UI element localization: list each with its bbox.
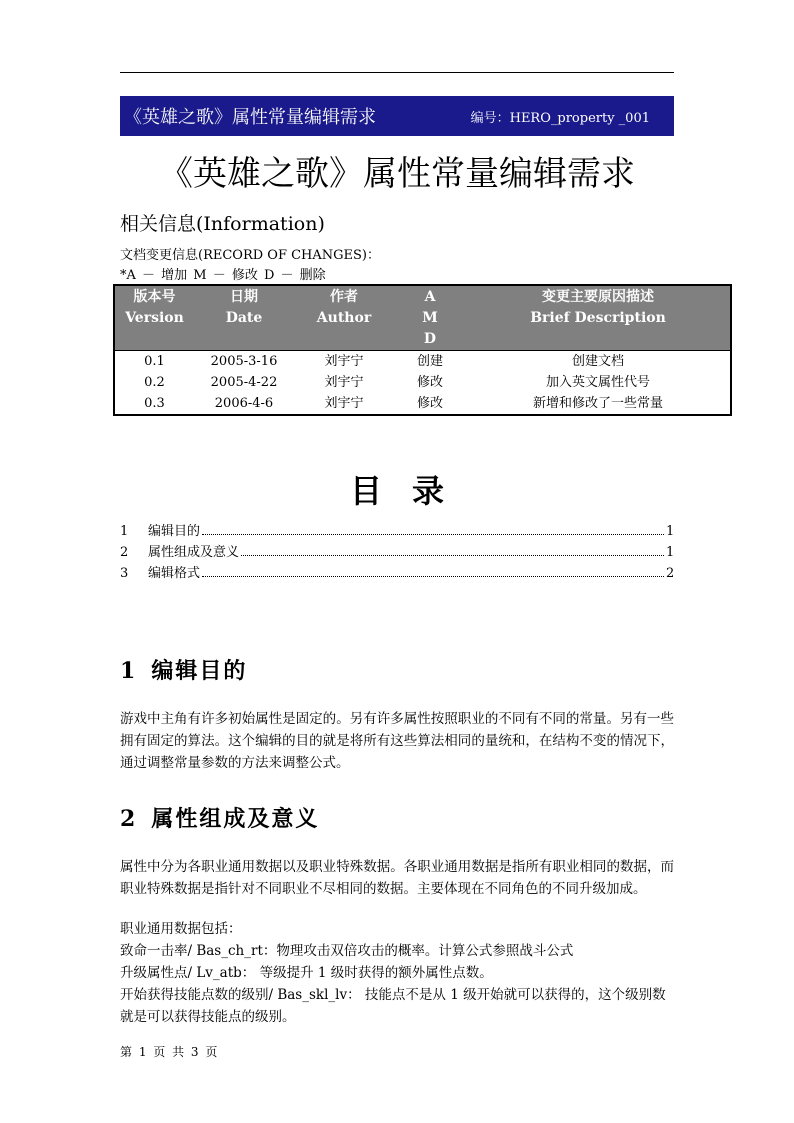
common-data-label: 职业通用数据包括： — [120, 921, 242, 937]
cell-description: 创建文档 — [571, 354, 624, 369]
cell-date: 2006-4-6 — [214, 396, 274, 411]
cell-version: 0.1 — [144, 354, 165, 369]
cell-description: 新增和修改了一些常量 — [532, 396, 663, 411]
header-rule — [120, 72, 674, 73]
common-data-line: 开始获得技能点数的级别/ Bas_skl_lv： 技能点不是从 1 级开始就可以获得的，这个级别数 — [120, 987, 666, 1003]
section-1-heading — [120, 654, 247, 685]
toc-entry-attributes[interactable] — [120, 541, 674, 562]
section-title: 属性组成及意义 — [151, 806, 320, 832]
cell-amd: 修改 — [416, 396, 443, 411]
cell-author: 刘宇宁 — [324, 354, 364, 369]
toc-title: 目录 — [349, 472, 474, 510]
header-description: 变更主要原因描述 Brief Description — [466, 285, 731, 351]
table-row — [114, 393, 731, 415]
header-date: 日期 Date — [194, 285, 294, 351]
toc-page: 1 — [666, 524, 675, 539]
table-row — [114, 372, 731, 393]
toc-leader — [202, 534, 664, 535]
section-number: 2 — [120, 806, 138, 832]
section-1-body: 游戏中主角有许多初始属性是固定的。另有许多属性按照职业的不同有不同的常量。另有一些拥有固定的算法。这个编辑的目的就是将所有这些算法相同的量统和，在结构不变的情况下，通过调整常量参数的方法来调整公式。 — [120, 711, 674, 771]
toc-label: 属性组成及意义 — [148, 545, 240, 560]
cell-amd: 创建 — [416, 354, 443, 369]
cell-description: 加入英文属性代号 — [545, 375, 650, 390]
toc-entry-edit-purpose[interactable] — [120, 520, 674, 541]
header-banner — [120, 96, 674, 136]
table-of-contents — [120, 520, 674, 583]
toc-entry-edit-format[interactable] — [120, 562, 674, 583]
page-footer: 第 1 页 共 3 页 — [120, 1045, 218, 1059]
cell-version: 0.3 — [144, 396, 165, 411]
table-header-row — [114, 285, 731, 351]
table-row — [114, 351, 731, 373]
header-amd: A M D — [394, 285, 466, 351]
cell-author: 刘宇宁 — [324, 396, 364, 411]
toc-label: 编辑格式 — [148, 566, 201, 581]
common-data-line: 致命一击率/ Bas_ch_rt：物理攻击双倍攻击的概率。计算公式参照战斗公式 — [120, 943, 574, 959]
toc-leader — [202, 576, 664, 577]
cell-author: 刘宇宁 — [324, 375, 364, 390]
section-title: 编辑目的 — [151, 658, 248, 684]
toc-label: 编辑目的 — [148, 524, 201, 539]
info-heading: 相关信息(Information) — [120, 213, 325, 235]
cell-version: 0.2 — [144, 375, 165, 390]
toc-page: 2 — [666, 566, 675, 581]
header-author: 作者 Author — [294, 285, 394, 351]
toc-number: 2 — [120, 545, 129, 560]
toc-leader — [241, 555, 664, 556]
toc-number: 3 — [120, 566, 129, 581]
cell-date: 2005-3-16 — [210, 354, 278, 369]
document-title: 《英雄之歌》属性常量编辑需求 — [159, 154, 635, 194]
document-code: 编号：HERO_property _001 — [470, 110, 650, 126]
changes-table — [113, 284, 732, 416]
section-2-heading — [120, 802, 319, 833]
change-type-legend: *A － 增加 M － 修改 D － 删除 — [120, 268, 326, 283]
cell-amd: 修改 — [416, 375, 443, 390]
banner-title: 《英雄之歌》属性常量编辑需求 — [124, 107, 376, 128]
toc-number: 1 — [120, 524, 129, 539]
section-2-body: 属性中分为各职业通用数据以及职业特殊数据。各职业通用数据是指所有职业相同的数据，而职业特殊数据是指针对不同职业不尽相同的数据。主要体现在不同角色的不同升级加成。 — [120, 859, 674, 897]
section-number: 1 — [120, 658, 138, 684]
common-data-line: 升级属性点/ Lv_atb： 等级提升 1 级时获得的额外属性点数。 — [120, 965, 493, 981]
record-of-changes-label: 文档变更信息(RECORD OF CHANGES)： — [120, 248, 381, 263]
cell-date: 2005-4-22 — [210, 375, 278, 390]
toc-page: 1 — [666, 545, 675, 560]
common-data-line: 就是可以获得技能点的级别。 — [120, 1009, 296, 1025]
header-version: 版本号 Version — [114, 285, 194, 351]
